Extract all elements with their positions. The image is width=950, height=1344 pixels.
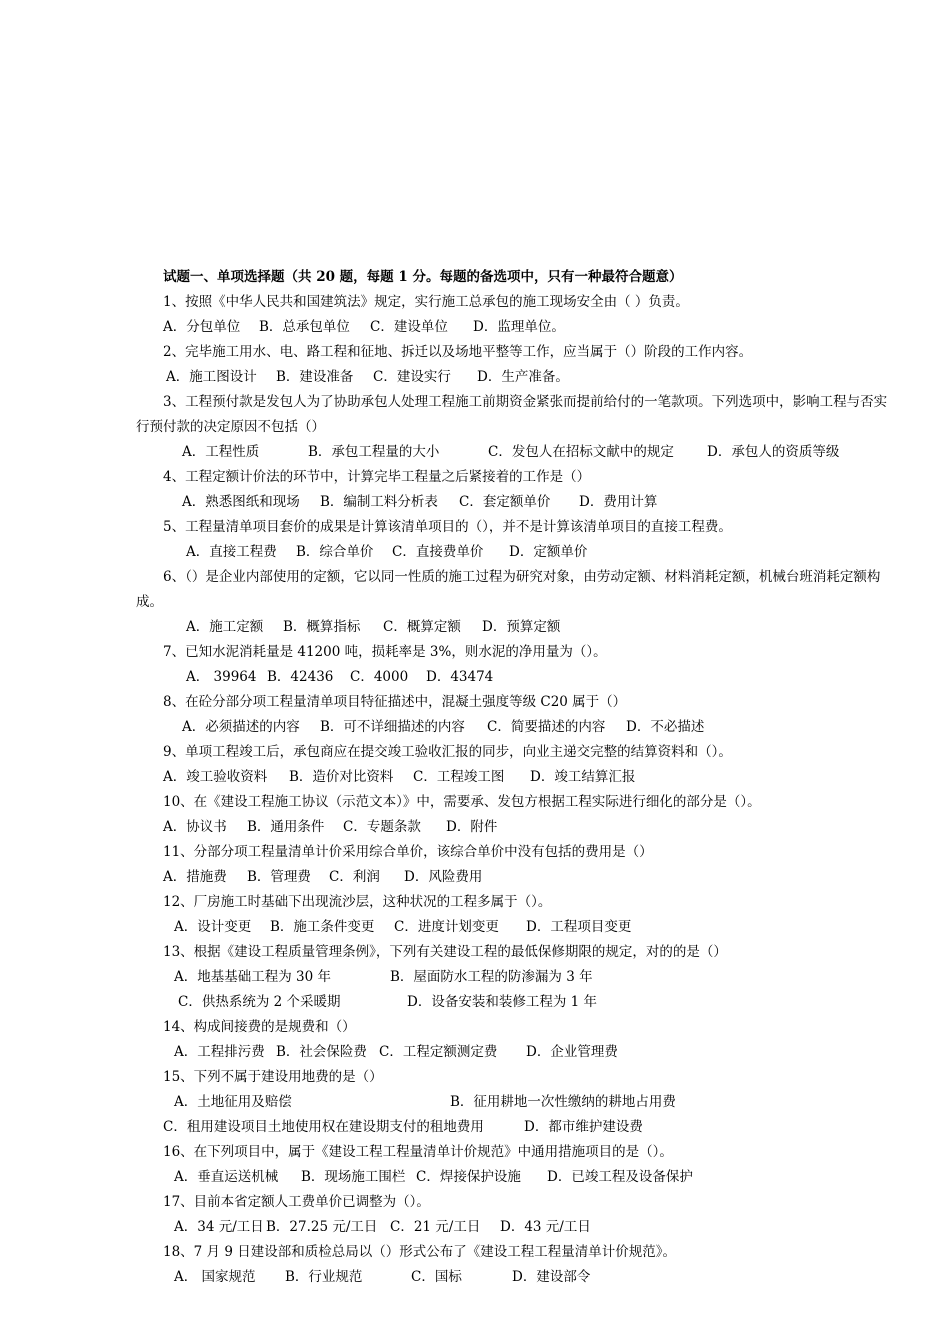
options-row [136,990,894,1015]
question-list [136,290,894,1290]
option-a: A．竣工验收资料 [163,769,268,785]
option-b: B．行业规范 [285,1269,363,1285]
options-row [136,1215,894,1240]
question-7: 7、已知水泥消耗量是 41200 吨，损耗率是 3%，则水泥的净用量为（）。 [163,644,607,660]
option-a: A．协议书 [163,819,227,835]
options-row [136,1265,894,1290]
option-c: C．建设实行 [373,369,451,385]
option-b: B．综合单价 [296,544,374,560]
option-a: A．熟悉图纸和现场 [182,494,300,510]
option-a: A． 国家规范 [174,1269,256,1285]
option-b: B．建设准备 [276,369,354,385]
options-row [136,315,894,340]
question-9: 9、单项工程竣工后，承包商应在提交竣工验收汇报的同步，向业主递交完整的结算资料和（）。 [163,744,732,760]
option-c: C．套定额单价 [459,494,551,510]
option-d: D．工程项目变更 [526,919,632,935]
option-c: C．工程竣工图 [413,769,505,785]
option-a: A．垂直运送机械 [174,1169,279,1185]
options-row [136,540,894,565]
options-row [136,1165,894,1190]
options-row [136,965,894,990]
options-row [136,1040,894,1065]
option-d: D．生产准备。 [477,369,569,385]
option-a: A．必须描述的内容 [182,719,300,735]
question-3: 3、工程预付款是发包人为了协助承包人处理工程施工前期资金紧张而提前给付的一笔款项。下列选项中，影响工程与否实行预付款的决定原因不包括（） [136,394,888,435]
option-a: A．34 元/工日 [174,1219,264,1235]
option-a: A．直接工程费 [186,544,277,560]
option-c: C．直接费单价 [392,544,484,560]
option-a: A． 39964 [186,669,257,685]
options-row [136,915,894,940]
option-b: B．概算指标 [283,619,361,635]
option-d: D．承包人的资质等级 [707,444,840,460]
option-c: C．概算定额 [383,619,461,635]
option-c: C．建设单位 [370,319,448,335]
question-15: 15、下列不属于建设用地费的是（） [163,1069,383,1085]
option-c: C．租用建设项目土地使用权在建设期支付的租地费用 [163,1119,484,1135]
question-16: 16、在下列项目中，属于《建设工程工程量清单计价规范》中通用措施项目的是（）。 [163,1144,673,1160]
option-b: B．社会保险费 [276,1044,367,1060]
option-b: B．通用条件 [247,819,325,835]
question-8: 8、在砼分部分项工程量清单项目特征描述中，混凝土强度等级 C20 属于（） [163,694,627,710]
option-a: A．工程排污费 [174,1044,265,1060]
question-17: 17、目前本省定额人工费单价已调整为（）。 [163,1194,430,1210]
option-a: A．土地征用及赔偿 [174,1094,292,1110]
options-row [136,865,894,890]
option-c: C．利润 [329,869,380,885]
option-c: C．工程定额测定费 [379,1044,498,1060]
option-d: D．43474 [426,669,494,685]
option-a: A．施工图设计 [166,369,257,385]
option-c: C．简要描述的内容 [487,719,606,735]
option-b: B．可不详细描述的内容 [320,719,465,735]
option-d: D．都市维护建设费 [524,1119,643,1135]
option-a: A．分包单位 [163,319,241,335]
option-a: A．设计变更 [174,919,252,935]
options-row [136,1115,894,1140]
option-c: C．进度计划变更 [394,919,499,935]
option-d: D．建设部令 [512,1269,591,1285]
question-13: 13、根据《建设工程质量管理条例》，下列有关建设工程的最低保修期限的规定，对的的是（） [163,944,727,960]
options-row [136,1090,894,1115]
option-d: D．设备安装和装修工程为 1 年 [407,994,597,1010]
option-d: D．43 元/工日 [500,1219,591,1235]
option-c: C．国标 [411,1269,462,1285]
option-c: C．4000 [350,669,409,685]
options-row [136,765,894,790]
options-row [136,815,894,840]
question-6: 6、（）是企业内部使用的定额，它以同一性质的施工过程为研究对象，由劳动定额、材料消耗定额，机械台班消耗定额构成。 [136,569,881,610]
question-10: 10、在《建设工程施工协议（示范文本）》中，需要承、发包方根据工程实际进行细化的部分是（）。 [163,794,761,810]
option-c: C．发包人在招标文献中的规定 [488,444,674,460]
option-d: D．监理单位。 [473,319,565,335]
question-1: 1、按照《中华人民共和国建筑法》规定，实行施工总承包的施工现场安全由（ ）负责。 [163,294,689,310]
option-c: C．专题条款 [343,819,421,835]
question-4: 4、工程定额计价法的环节中，计算完毕工程量之后紧接着的工作是（） [163,469,591,485]
option-b: B．管理费 [247,869,311,885]
option-d: D．不必描述 [626,719,705,735]
option-b: B．42436 [267,669,334,685]
option-c: C．21 元/工日 [390,1219,481,1235]
option-a: A．措施费 [163,869,227,885]
option-c: C．供热系统为 2 个采暖期 [178,994,341,1010]
option-b: B．承包工程量的大小 [308,444,440,460]
option-d: D．已竣工程及设备保护 [547,1169,693,1185]
options-row [136,490,894,515]
option-b: B．施工条件变更 [270,919,375,935]
options-row [136,615,894,640]
option-c: C．焊接保护设施 [416,1169,521,1185]
question-14: 14、构成间接费的是规费和（） [163,1019,356,1035]
question-5: 5、工程量清单项目套价的成果是计算该清单项目的（），并不是计算该清单项目的直接工程费。 [163,519,732,535]
option-b: B．造价对比资料 [289,769,394,785]
option-b: B．屋面防水工程的防渗漏为 3 年 [390,969,593,985]
option-d: D．费用计算 [579,494,658,510]
section-title: 试题一、单项选择题（共 20 题，每题 1 分。每题的备选项中，只有一种最符合题意） [163,269,683,285]
option-b: B．编制工料分析表 [320,494,438,510]
options-row [136,365,894,390]
options-row [136,440,894,465]
option-b: B．现场施工围栏 [301,1169,406,1185]
option-d: D．竣工结算汇报 [530,769,636,785]
option-a: A．施工定额 [186,619,264,635]
option-b: B．27.25 元/工日 [266,1219,378,1235]
option-a: A．工程性质 [182,444,260,460]
option-a: A．地基基础工程为 30 年 [174,969,332,985]
option-b: B．总承包单位 [259,319,350,335]
option-d: D．预算定额 [482,619,561,635]
question-12: 12、厂房施工时基础下出现流沙层，这种状况的工程多属于（）。 [163,894,552,910]
options-row [136,715,894,740]
option-d: D．风险费用 [404,869,483,885]
question-18: 18、7 月 9 日建设部和质检总局以（）形式公布了《建设工程工程量清单计价规范》。 [163,1244,676,1260]
options-row [136,665,894,690]
option-b: B．征用耕地一次性缴纳的耕地占用费 [450,1094,676,1110]
option-d: D．定额单价 [509,544,588,560]
question-11: 11、分部分项工程量清单计价采用综合单价，该综合单价中没有包括的费用是（） [163,844,653,860]
option-d: D．企业管理费 [526,1044,618,1060]
question-2: 2、完毕施工用水、电、路工程和征地、拆迁以及场地平整等工作，应当属于（）阶段的工作内容。 [163,344,753,360]
option-d: D．附件 [446,819,498,835]
